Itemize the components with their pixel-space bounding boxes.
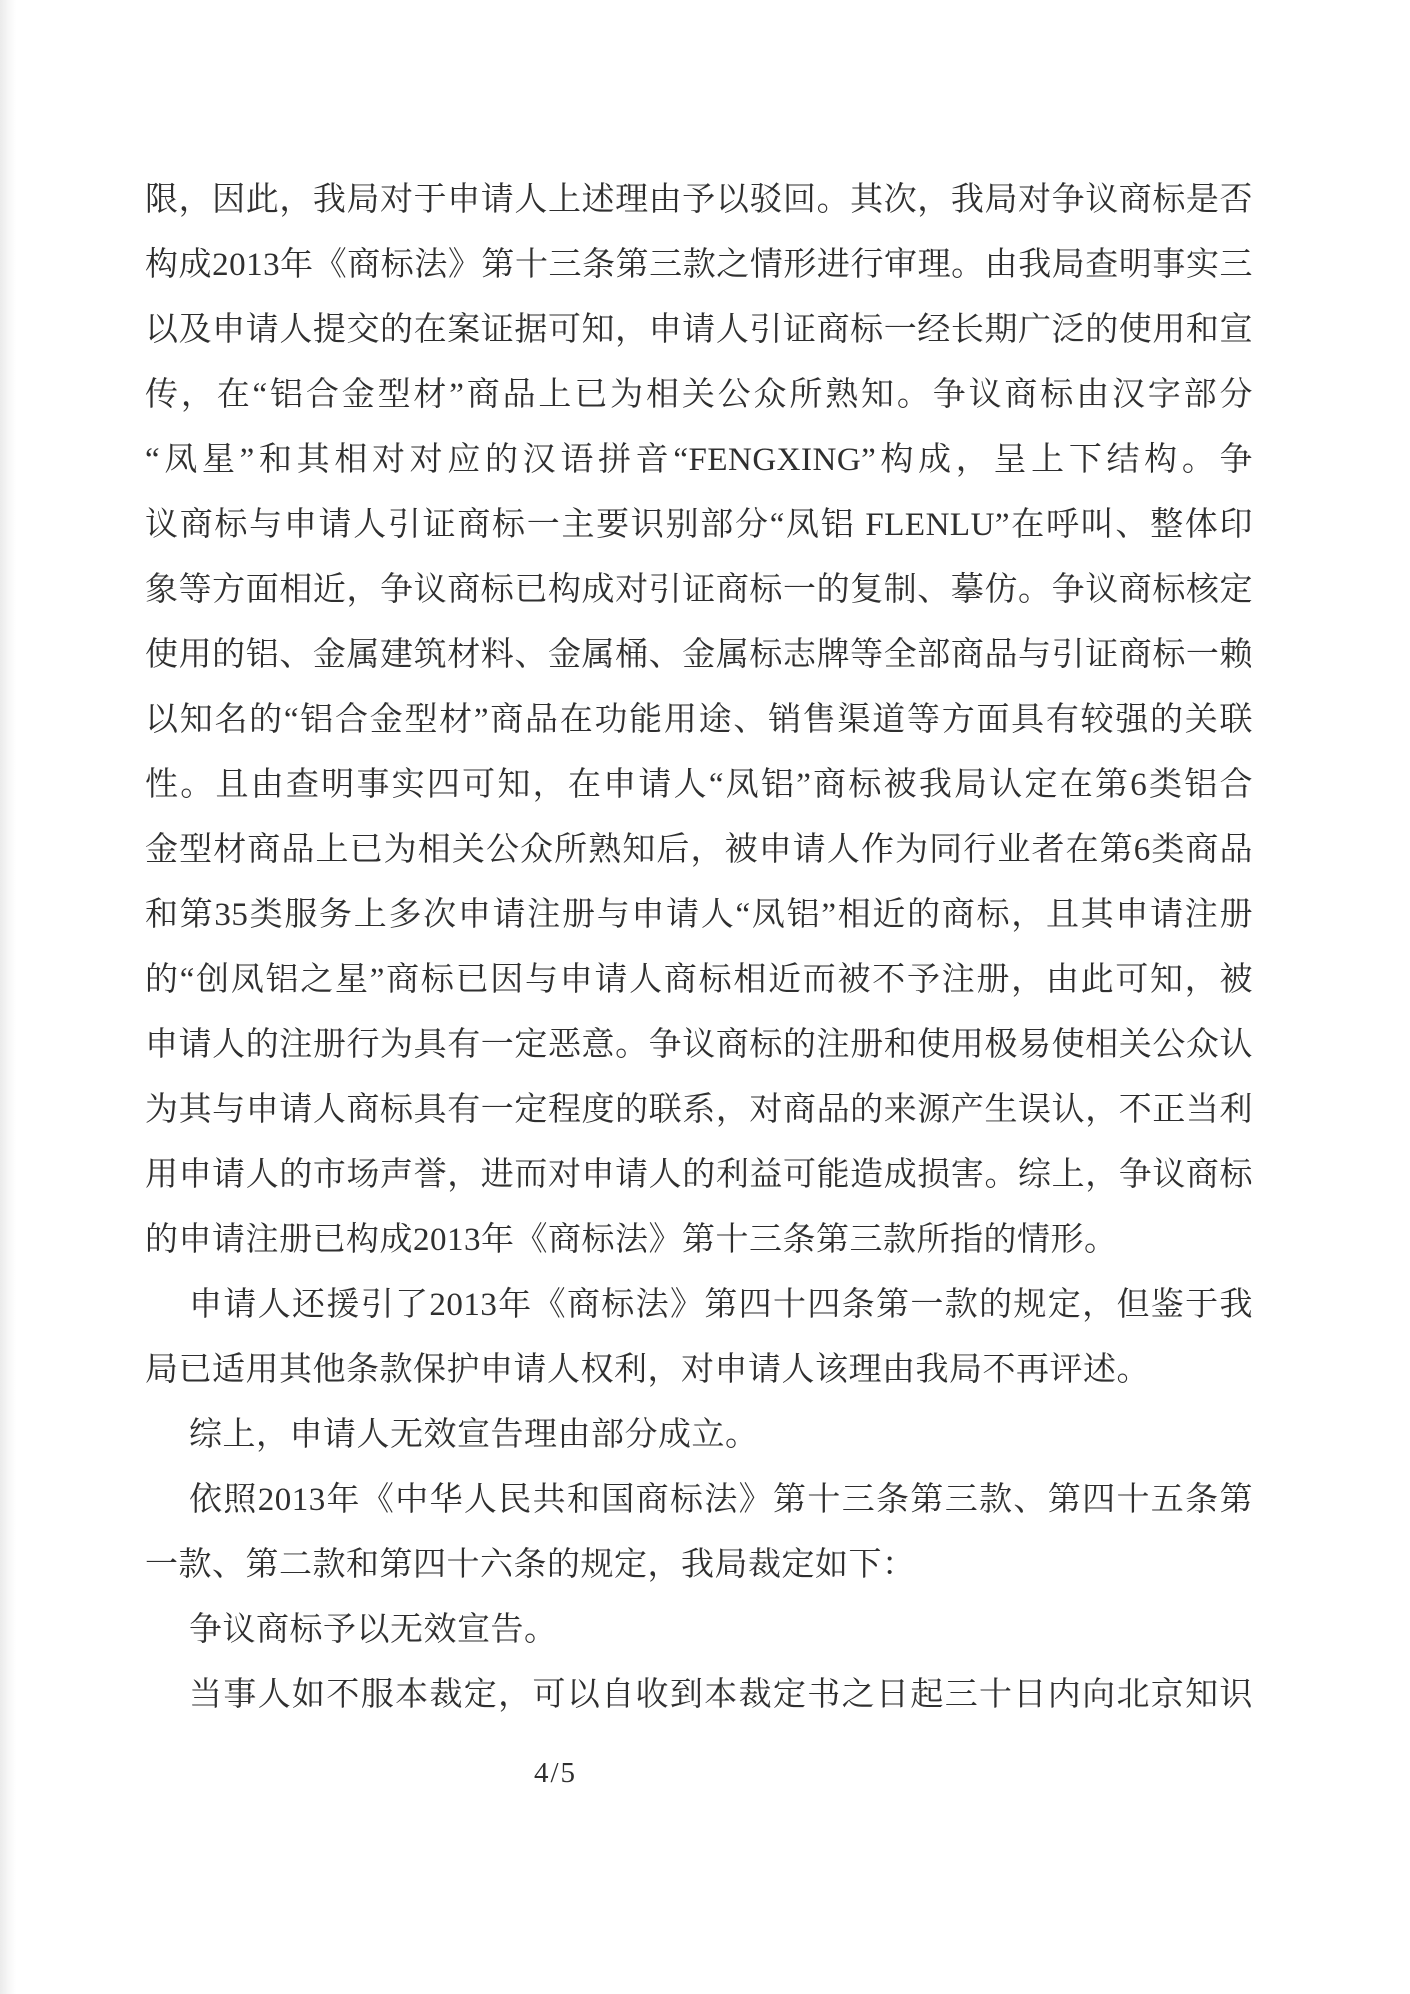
text-line: 当事人如不服本裁定，可以自收到本裁定书之日起三十日内向北京知识 xyxy=(189,1677,1253,1713)
document-text-body xyxy=(145,168,1253,1728)
text-line: 申请人的注册行为具有一定恶意。争议商标的注册和使用极易使相关公众认 xyxy=(145,1027,1253,1063)
text-line: “凤星”和其相对对应的汉语拼音“FENGXING”构成，呈上下结构。争 xyxy=(145,442,1253,478)
text-line: 的“创凤铝之星”商标已因与申请人商标相近而被不予注册，由此可知，被 xyxy=(145,962,1253,998)
text-line: 象等方面相近，争议商标已构成对引证商标一的复制、摹仿。争议商标核定 xyxy=(145,572,1253,608)
page-number: 4/5 xyxy=(534,1757,578,1789)
text-line: 依照2013年《中华人民共和国商标法》第十三条第三款、第四十五条第 xyxy=(189,1482,1253,1518)
text-line: 用申请人的市场声誉，进而对申请人的利益可能造成损害。综上，争议商标 xyxy=(145,1157,1253,1193)
text-line: 性。且由查明事实四可知，在申请人“凤铝”商标被我局认定在第6类铝合 xyxy=(145,767,1253,803)
text-line: 构成2013年《商标法》第十三条第三款之情形进行审理。由我局查明事实三 xyxy=(145,247,1253,283)
text-line: 传，在“铝合金型材”商品上已为相关公众所熟知。争议商标由汉字部分 xyxy=(145,377,1253,413)
text-line: 议商标与申请人引证商标一主要识别部分“凤铝 FLENLU”在呼叫、整体印 xyxy=(145,507,1253,543)
text-line: 和第35类服务上多次申请注册与申请人“凤铝”相近的商标，且其申请注册 xyxy=(145,897,1253,933)
text-line: 申请人还援引了2013年《商标法》第四十四条第一款的规定，但鉴于我 xyxy=(189,1287,1253,1323)
text-line: 以及申请人提交的在案证据可知，申请人引证商标一经长期广泛的使用和宣 xyxy=(145,312,1253,348)
text-line: 以知名的“铝合金型材”商品在功能用途、销售渠道等方面具有较强的关联 xyxy=(145,702,1253,738)
text-line: 综上，申请人无效宣告理由部分成立。 xyxy=(189,1417,759,1453)
text-line: 争议商标予以无效宣告。 xyxy=(189,1612,558,1648)
text-line: 使用的铝、金属建筑材料、金属桶、金属标志牌等全部商品与引证商标一赖 xyxy=(145,637,1253,673)
text-line: 局已适用其他条款保护申请人权利，对申请人该理由我局不再评述。 xyxy=(145,1352,1150,1388)
text-line: 金型材商品上已为相关公众所熟知后，被申请人作为同行业者在第6类商品 xyxy=(145,832,1253,868)
text-line: 为其与申请人商标具有一定程度的联系，对商品的来源产生误认，不正当利 xyxy=(145,1092,1253,1128)
text-line: 一款、第二款和第四十六条的规定，我局裁定如下： xyxy=(145,1547,916,1583)
text-line: 的申请注册已构成2013年《商标法》第十三条第三款所指的情形。 xyxy=(145,1222,1118,1258)
text-line: 限，因此，我局对于申请人上述理由予以驳回。其次，我局对争议商标是否 xyxy=(145,182,1253,218)
scan-edge-shadow xyxy=(0,0,16,1994)
